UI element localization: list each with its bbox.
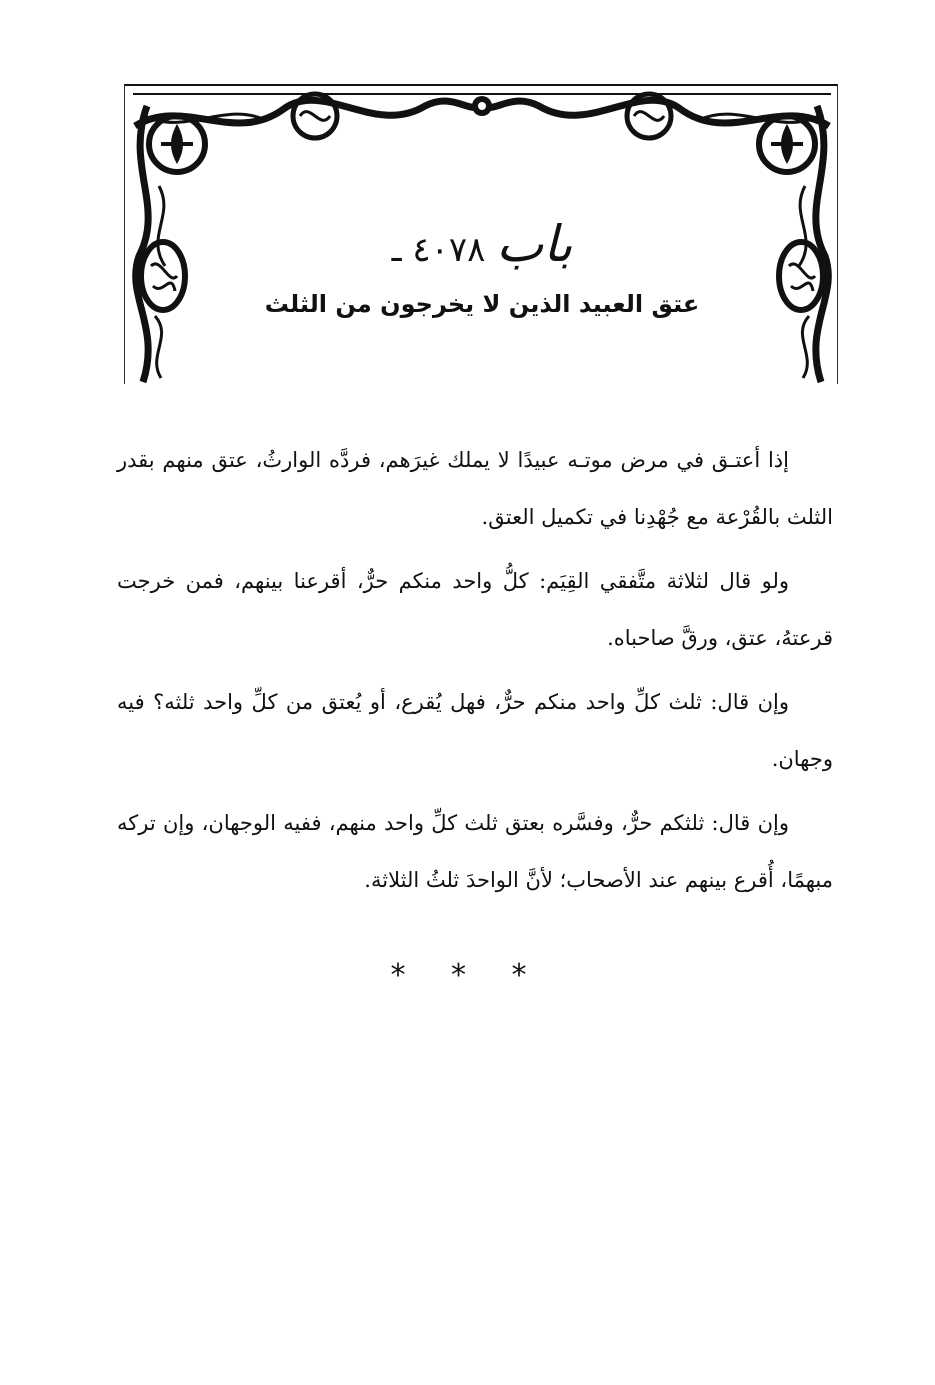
paragraph: وإن قال: ثلث كلِّ واحد منكم حرٌّ، فهل يُقرع، أو يُعتق من كلِّ واحد ثلثه؟ فيه وجهان. [117,690,833,771]
section-separator: * * * [390,958,545,993]
chapter-title: عتق العبيد الذين لا يخرجون من الثلث [264,290,700,318]
paragraph: ولو قال لثلاثة متَّفقي القِيَم: كلُّ واحد منكم حرٌّ، أقرعنا بينهم، فمن خرجت قرعتهُ، عتق، ورقَّ صاحباه. [117,569,833,650]
body-text [117,432,833,916]
paragraph: وإن قال: ثلثكم حرٌّ، وفسَّره بعتق ثلث كلِّ واحد منهم، ففيه الوجهان، وإن تركه مبهمًا، أُقرع بينهم عند الأصحاب؛ لأنَّ الواحدَ ثلثُ الثلاثة. [117,811,833,892]
chapter-heading [125,214,839,280]
ornamental-frame [124,84,838,384]
paragraph: إذا أعتـق في مرض موتـه عبيدًا لا يملك غيرَهم، فردَّه الوارثُ، عتق منهم بقدر الثلث بالقُرْعة مع جُهْدِنا في تكميل العتق. [117,448,833,529]
chapter-word: باب [496,215,573,273]
chapter-number: ٤٠٧٨ ـ [391,230,486,270]
